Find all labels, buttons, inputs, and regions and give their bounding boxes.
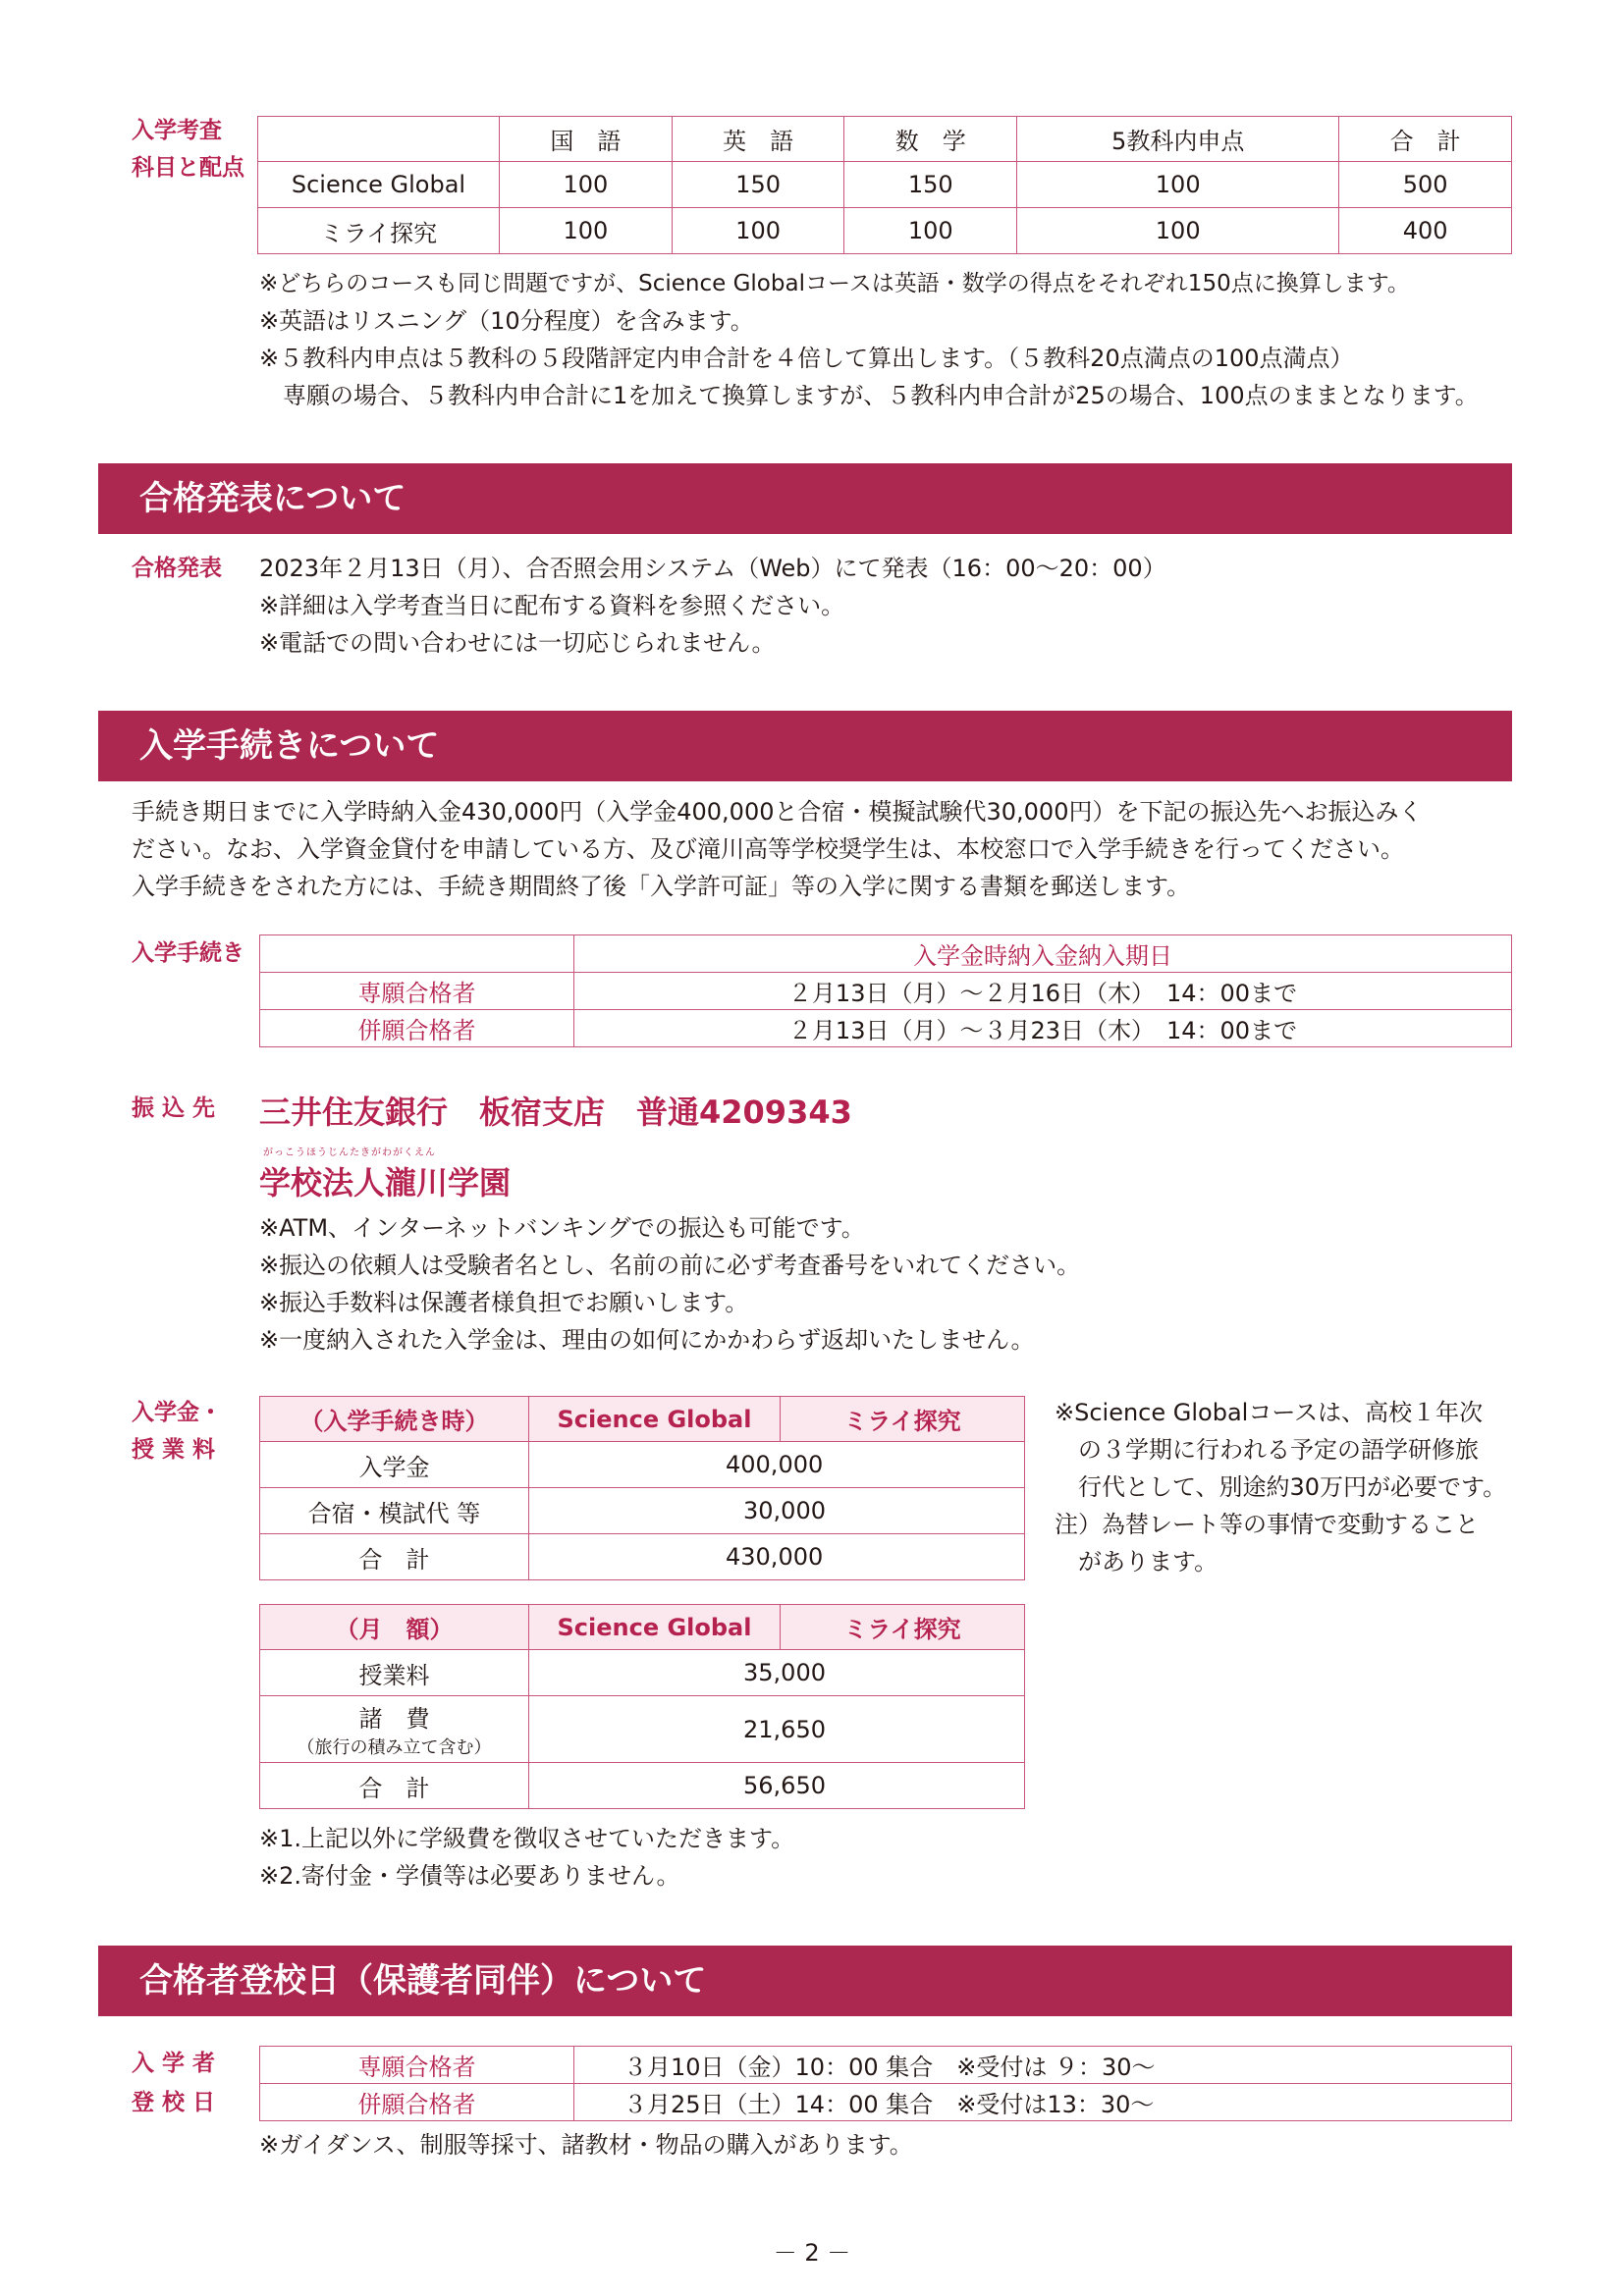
fees-label: 入学金・ 授 業 料: [132, 1400, 222, 1463]
entry-fee-table: [259, 1396, 1025, 1580]
exam-notes: ※どちらのコースも同じ問題ですが、Science Globalコースは英語・数学の得点をそれぞれ150点に換算します。 ※英語はリスニング（10分程度）を含みます。 ※５教科内申点は５教科の５段階評定内申合計を４倍して算出します。（５教科20点満点の100点満点） 専願の場合、５教科内申合計に1を加えて換算しますが、５教科内申合計が25の場合、100点のままとなります。: [259, 271, 1479, 409]
bank-account: 三井住友銀行 板宿支店 普通4209343: [259, 1094, 852, 1131]
transfer-notes: ※ATM、インターネットバンキングでの振込も可能です。 ※振込の依頼人は受験者名とし、名前の前に必ず考査番号をいれてください。 ※振込手数料は保護者様負担でお願いします。 ※一度納入された入学金は、理由の如何にかかわらず返却いたしません。: [259, 1214, 1081, 1354]
table-row: 授業料 35,000: [260, 1650, 1025, 1696]
visit-table: [259, 2046, 1512, 2121]
table-row: 専願合格者 ２月13日（月）～２月16日（木） 14：00まで: [260, 973, 1512, 1010]
account-ruby: がっこうほうじんたきがわがくえん: [263, 1148, 436, 1158]
table-row: 合 計 430,000: [260, 1534, 1025, 1580]
fees-bottom-notes: ※1.上記以外に学級費を徴収させていただきます。 ※2.寄付金・学債等は必要ありません。: [259, 1825, 795, 1890]
exam-table: [257, 116, 1512, 254]
visit-label: 入 学 者 登 校 日: [132, 2051, 216, 2115]
procedure-table-header: 入学金時納入金納入期日: [260, 935, 1512, 973]
fees-side-notes: ※Science Globalコースは、高校１年次 の３学期に行われる予定の語学研修旅 行代として、別途約30万円が必要です。 注）為替レート等の事情で変動すること があります。: [1055, 1399, 1507, 1575]
table-row: 専願合格者 ３月10日（金）10：00 集合 ※受付は ９：30～: [260, 2047, 1512, 2084]
entry-fee-header: （入学手続き時） Science Global ミライ探究: [260, 1397, 1025, 1442]
exam-label: 入学考査 科目と配点: [132, 118, 244, 181]
section-banner-visit: 合格者登校日（保護者同伴）について: [98, 1946, 1512, 2016]
procedure-paragraph: 手続き期日までに入学時納入金430,000円（入学金400,000と合宿・模擬試験代30,000円）を下記の振込先へお振込みく ださい。なお、入学資金貸付を申請している方、及び滝川高等学校奨学生は、本校窓口で入学手続きを行ってください。 入学手続きをされた方には、手続き期間終了後「入学許可証」等の入学に関する書類を郵送します。: [132, 798, 1423, 900]
transfer-label: 振 込 先: [132, 1095, 216, 1121]
table-row: 合 計 56,650: [260, 1763, 1025, 1809]
table-row: Science Global 100 150 150 100 500: [258, 162, 1512, 208]
table-row: 併願合格者 ３月25日（土）14：00 集合 ※受付は13：30～: [260, 2084, 1512, 2121]
account-holder: 学校法人瀧川学園: [259, 1164, 512, 1201]
section-banner-announcement: 合格発表について: [98, 463, 1512, 534]
procedure-label: 入学手続き: [132, 940, 244, 966]
table-row: 併願合格者 ２月13日（月）～３月23日（木） 14：00まで: [260, 1010, 1512, 1047]
exam-table-header: 国 語 英 語 数 学 5教科内申点 合 計: [258, 117, 1512, 162]
table-row: ミライ探究 100 100 100 100 400: [258, 208, 1512, 254]
table-row: 合宿・模試代 等 30,000: [260, 1488, 1025, 1534]
monthly-fee-table: [259, 1604, 1025, 1809]
table-row: 入学金 400,000: [260, 1442, 1025, 1488]
visit-note: ※ガイダンス、制服等採寸、諸教材・物品の購入があります。: [259, 2131, 913, 2159]
announce-body: 2023年２月13日（月）、合否照会用システム（Web）にて発表（16：00～20：00） ※詳細は入学考査当日に配布する資料を参照ください。 ※電話での問い合わせには一切応じられません。: [259, 555, 1166, 657]
table-row: 諸 費 （旅行の積み立て含む） 21,650: [260, 1696, 1025, 1763]
monthly-fee-header: （月 額） Science Global ミライ探究: [260, 1605, 1025, 1650]
page-number: － 2 －: [773, 2239, 851, 2267]
announce-label: 合格発表: [132, 556, 222, 581]
section-banner-procedure: 入学手続きについて: [98, 711, 1512, 781]
procedure-table: [259, 934, 1512, 1047]
